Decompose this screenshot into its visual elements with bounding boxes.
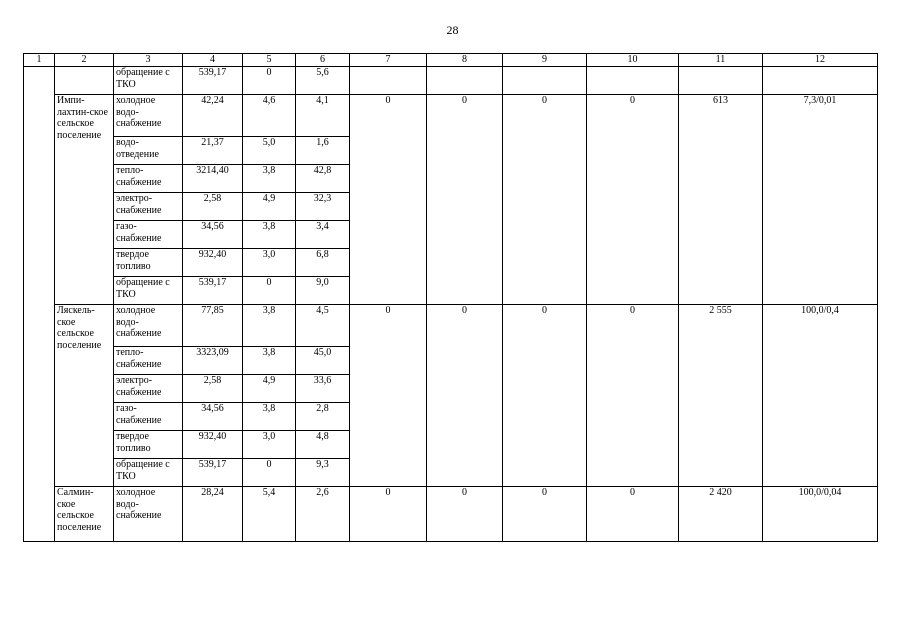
header-cell: 12 xyxy=(763,54,878,67)
service-cell: холодное водо-снабжение xyxy=(114,95,183,137)
value-cell: 4,5 xyxy=(296,305,350,347)
value-cell: 100,0/0,4 xyxy=(763,305,878,487)
value-cell xyxy=(427,67,503,95)
value-cell: 9,3 xyxy=(296,459,350,487)
value-cell: 2,6 xyxy=(296,487,350,542)
service-cell: газо-снабжение xyxy=(114,221,183,249)
service-cell: обращение с ТКО xyxy=(114,67,183,95)
service-cell: обращение с ТКО xyxy=(114,277,183,305)
value-cell: 0 xyxy=(350,487,427,542)
value-cell: 4,9 xyxy=(243,375,296,403)
header-cell: 8 xyxy=(427,54,503,67)
value-cell xyxy=(587,67,679,95)
value-cell: 45,0 xyxy=(296,347,350,375)
value-cell: 42,8 xyxy=(296,165,350,193)
value-cell: 2,8 xyxy=(296,403,350,431)
value-cell: 3214,40 xyxy=(183,165,243,193)
header-cell: 9 xyxy=(503,54,587,67)
value-cell: 0 xyxy=(503,305,587,487)
value-cell: 0 xyxy=(243,67,296,95)
table-row xyxy=(24,67,878,95)
value-cell: 613 xyxy=(679,95,763,305)
value-cell: 3,0 xyxy=(243,249,296,277)
settlement-cell xyxy=(55,67,114,95)
value-cell: 0 xyxy=(350,305,427,487)
value-cell: 3323,09 xyxy=(183,347,243,375)
table-row xyxy=(24,487,878,542)
value-cell: 0 xyxy=(243,277,296,305)
value-cell: 0 xyxy=(587,487,679,542)
settlement-name: Импи-лахтин-ское сельское поселение xyxy=(55,95,114,305)
value-cell: 100,0/0,04 xyxy=(763,487,878,542)
settlement-name: Ляскель-ское сельское поселение xyxy=(55,305,114,487)
value-cell: 0 xyxy=(427,95,503,305)
value-cell: 2,58 xyxy=(183,375,243,403)
value-cell: 4,9 xyxy=(243,193,296,221)
header-cell: 3 xyxy=(114,54,183,67)
settlement-name: Салмин-ское сельское поселение xyxy=(55,487,114,542)
service-cell: тепло-снабжение xyxy=(114,347,183,375)
value-cell: 1,6 xyxy=(296,137,350,165)
value-cell: 0 xyxy=(243,459,296,487)
value-cell: 539,17 xyxy=(183,277,243,305)
value-cell: 42,24 xyxy=(183,95,243,137)
service-cell: водо-отведение xyxy=(114,137,183,165)
value-cell: 7,3/0,01 xyxy=(763,95,878,305)
value-cell: 3,8 xyxy=(243,221,296,249)
value-cell: 2 420 xyxy=(679,487,763,542)
service-cell: твердое топливо xyxy=(114,249,183,277)
value-cell: 3,8 xyxy=(243,305,296,347)
value-cell xyxy=(763,67,878,95)
page-number: 28 xyxy=(446,23,459,37)
value-cell: 3,8 xyxy=(243,165,296,193)
service-cell: электро-снабжение xyxy=(114,193,183,221)
value-cell: 32,3 xyxy=(296,193,350,221)
value-cell: 6,8 xyxy=(296,249,350,277)
value-cell xyxy=(503,67,587,95)
header-cell: 5 xyxy=(243,54,296,67)
service-cell: электро-снабжение xyxy=(114,375,183,403)
header-cell: 4 xyxy=(183,54,243,67)
value-cell: 9,0 xyxy=(296,277,350,305)
service-cell: газо-снабжение xyxy=(114,403,183,431)
value-cell: 3,4 xyxy=(296,221,350,249)
value-cell: 28,24 xyxy=(183,487,243,542)
value-cell: 539,17 xyxy=(183,67,243,95)
value-cell: 2,58 xyxy=(183,193,243,221)
service-cell: холодное водо-снабжение xyxy=(114,305,183,347)
data-table xyxy=(23,53,878,542)
header-cell: 10 xyxy=(587,54,679,67)
service-cell: твердое топливо xyxy=(114,431,183,459)
value-cell xyxy=(350,67,427,95)
value-cell: 5,4 xyxy=(243,487,296,542)
header-row xyxy=(24,54,878,67)
header-cell: 1 xyxy=(24,54,55,67)
value-cell: 4,8 xyxy=(296,431,350,459)
value-cell: 33,6 xyxy=(296,375,350,403)
value-cell: 0 xyxy=(427,305,503,487)
value-cell: 21,37 xyxy=(183,137,243,165)
value-cell: 5,0 xyxy=(243,137,296,165)
service-cell: холодное водо-снабжение xyxy=(114,487,183,542)
service-cell: обращение с ТКО xyxy=(114,459,183,487)
value-cell: 34,56 xyxy=(183,403,243,431)
value-cell: 0 xyxy=(587,305,679,487)
value-cell: 3,8 xyxy=(243,347,296,375)
value-cell: 34,56 xyxy=(183,221,243,249)
header-cell: 11 xyxy=(679,54,763,67)
value-cell: 0 xyxy=(587,95,679,305)
header-cell: 6 xyxy=(296,54,350,67)
value-cell: 3,8 xyxy=(243,403,296,431)
value-cell: 3,0 xyxy=(243,431,296,459)
value-cell: 932,40 xyxy=(183,249,243,277)
value-cell: 0 xyxy=(350,95,427,305)
value-cell: 539,17 xyxy=(183,459,243,487)
value-cell: 4,6 xyxy=(243,95,296,137)
value-cell: 0 xyxy=(503,95,587,305)
value-cell: 4,1 xyxy=(296,95,350,137)
value-cell: 5,6 xyxy=(296,67,350,95)
value-cell: 77,85 xyxy=(183,305,243,347)
value-cell: 2 555 xyxy=(679,305,763,487)
table-row xyxy=(24,305,878,347)
value-cell: 932,40 xyxy=(183,431,243,459)
value-cell xyxy=(679,67,763,95)
service-cell: тепло-снабжение xyxy=(114,165,183,193)
header-cell: 7 xyxy=(350,54,427,67)
column-1-cell xyxy=(24,67,55,542)
table-row xyxy=(24,95,878,137)
value-cell: 0 xyxy=(427,487,503,542)
header-cell: 2 xyxy=(55,54,114,67)
value-cell: 0 xyxy=(503,487,587,542)
